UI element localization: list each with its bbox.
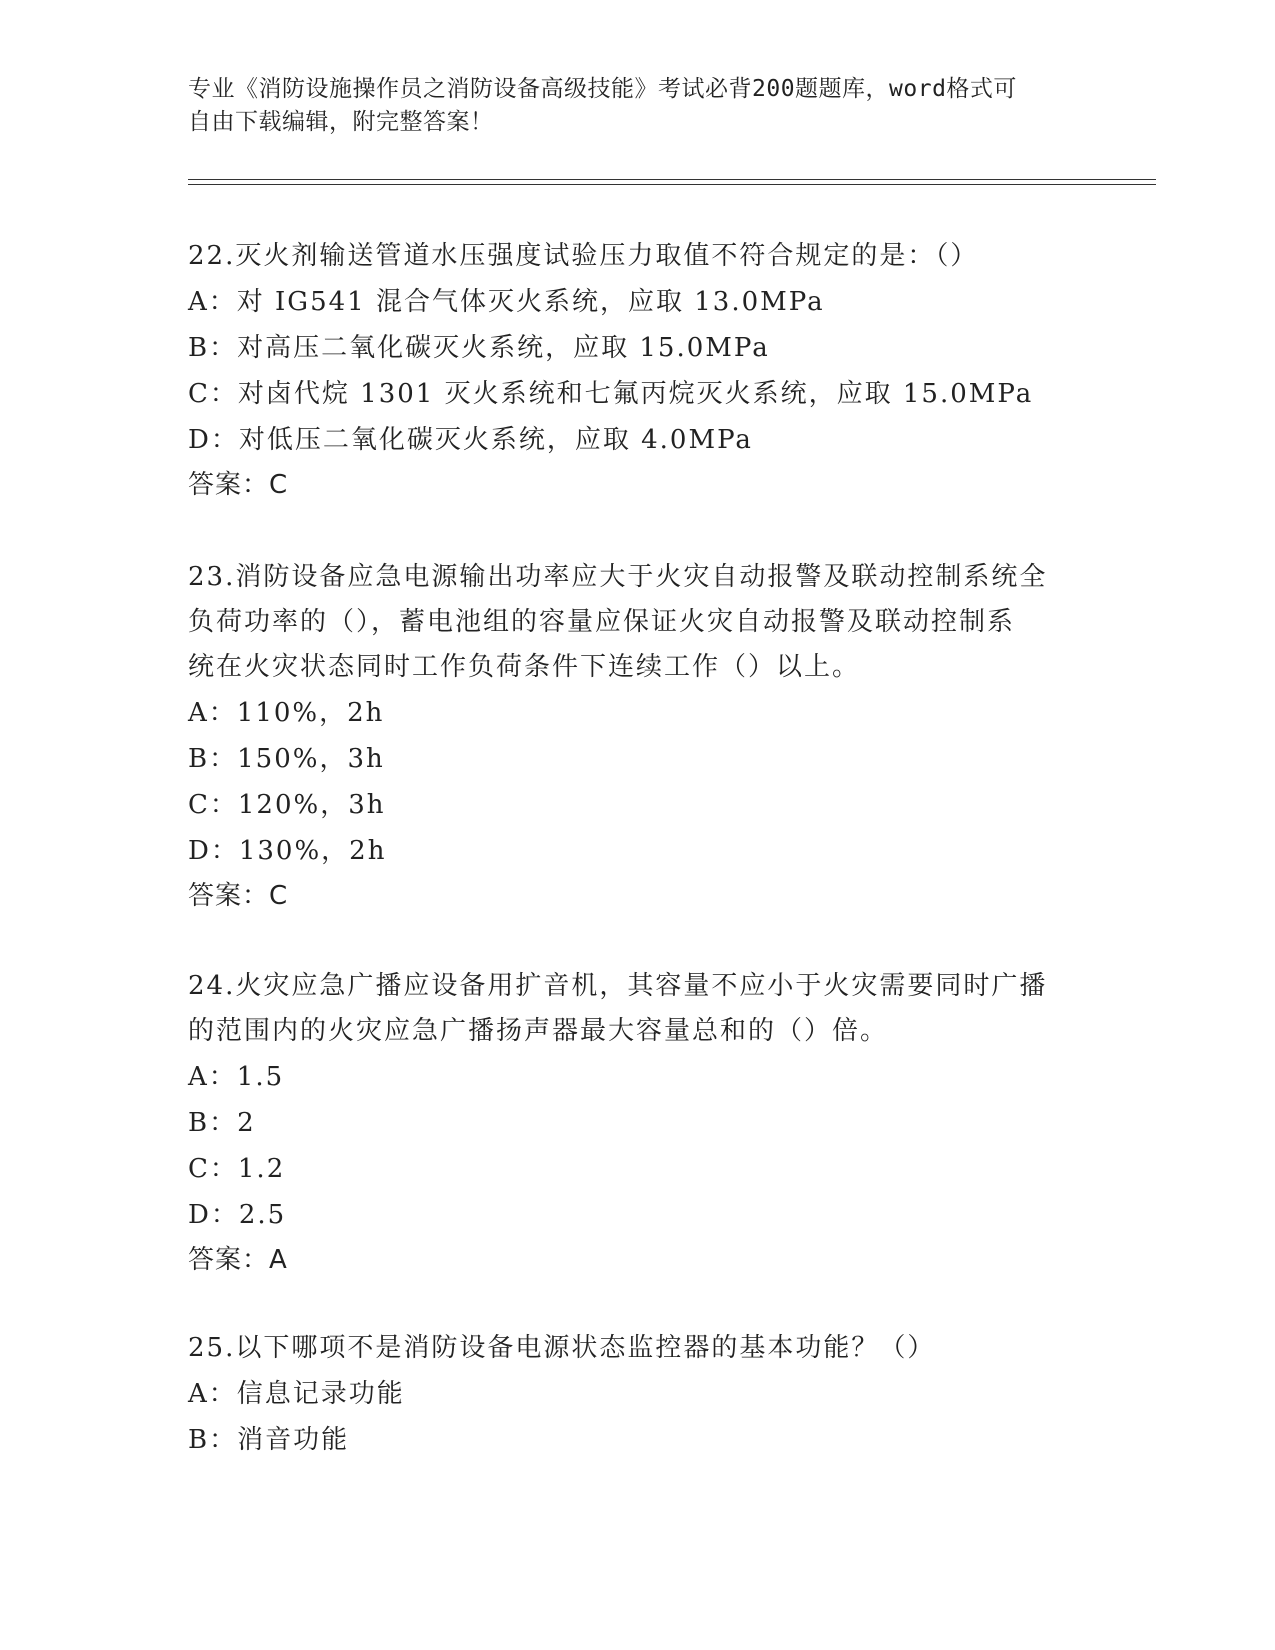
option-d: D：2.5 <box>188 1200 287 1230</box>
question-stem: 22.灭火剂输送管道水压强度试验压力取值不符合规定的是：（） <box>188 241 979 271</box>
question-24 <box>188 964 1088 1282</box>
question-22 <box>188 234 1088 507</box>
option-b: B：150%，3h <box>188 744 385 774</box>
question-stem: 25.以下哪项不是消防设备电源状态监控器的基本功能？（） <box>188 1333 936 1363</box>
option-d: D：对低压二氧化碳灭火系统，应取 4.0MPa <box>188 425 753 455</box>
header-line: 自由下载编辑，附完整答案！ <box>188 109 494 135</box>
option-c: C：120%，3h <box>188 790 386 820</box>
question-stem: 23.消防设备应急电源输出功率应大于火灾自动报警及联动控制系统全 <box>188 562 1048 592</box>
header-divider-bottom <box>188 184 1156 185</box>
option-a: A：信息记录功能 <box>188 1379 405 1409</box>
option-a: A：110%，2h <box>188 698 385 728</box>
answer: 答案：C <box>188 470 289 500</box>
option-b: B：对高压二氧化碳灭火系统，应取 15.0MPa <box>188 333 770 363</box>
option-a: A：1.5 <box>188 1062 285 1092</box>
header-line: 专业《消防设施操作员之消防设备高级技能》考试必背200题题库，word格式可 <box>188 76 1017 102</box>
header-divider-top <box>188 179 1156 180</box>
option-a: A：对 IG541 混合气体灭火系统，应取 13.0MPa <box>188 287 825 317</box>
question-23 <box>188 555 1088 918</box>
question-25 <box>188 1326 1088 1463</box>
question-stem: 的范围内的火灾应急广播扬声器最大容量总和的（）倍。 <box>188 1016 889 1046</box>
answer: 答案：C <box>188 881 289 911</box>
option-c: C：对卤代烷 1301 灭火系统和七氟丙烷灭火系统，应取 15.0MPa <box>188 379 1034 409</box>
option-b: B：2 <box>188 1108 256 1138</box>
option-c: C：1.2 <box>188 1154 286 1184</box>
question-stem: 负荷功率的（），蓄电池组的容量应保证火灾自动报警及联动控制系 <box>188 607 1016 637</box>
option-d: D：130%，2h <box>188 836 387 866</box>
question-stem: 统在火灾状态同时工作负荷条件下连续工作（）以上。 <box>188 652 861 682</box>
document-header <box>188 73 1068 139</box>
answer: 答案：A <box>188 1245 288 1275</box>
question-stem: 24.火灾应急广播应设备用扩音机，其容量不应小于火灾需要同时广播 <box>188 971 1048 1001</box>
option-b: B：消音功能 <box>188 1425 350 1455</box>
